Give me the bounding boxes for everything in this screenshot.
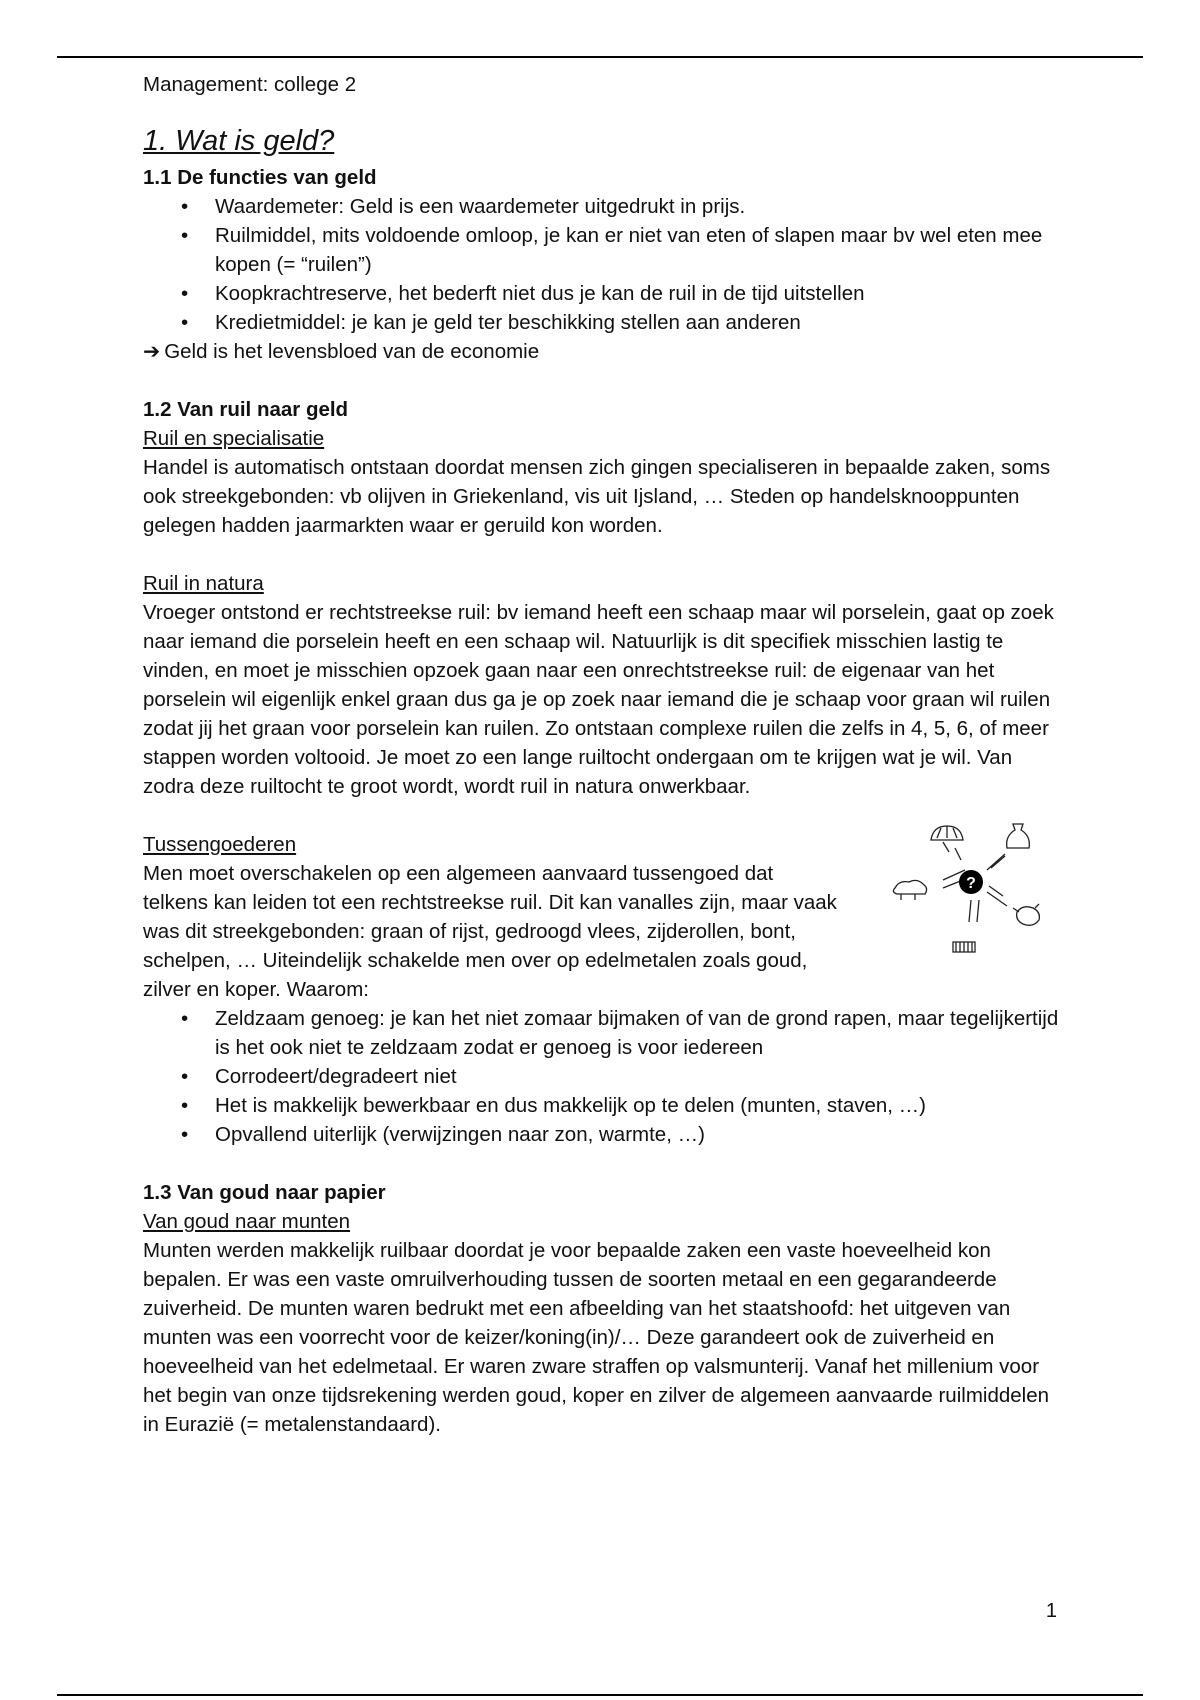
page-header: Management: college 2 (143, 73, 357, 96)
conclusion-line (143, 337, 1063, 366)
heading-1-2: 1.2 Van ruil naar geld (143, 398, 349, 421)
vase-icon (1007, 824, 1030, 848)
heading-1-1: 1.1 De functies van geld (143, 166, 377, 189)
page-title: 1. Wat is geld? (143, 125, 335, 157)
pig-icon (1013, 904, 1039, 925)
functions-list (143, 192, 1063, 337)
paragraph-ruil-natura: Vroeger ontstond er rechtstreekse ruil: bv iemand heeft een schaap maar wil porselein, gaat op zoek naar iemand die porselein heeft en een schaap wil. Natuurlijk is dit specifiek misschien lastig te vinden, en moet je misschien opzoek gaan naar een onrechtstreekse ruil: de eigenaar van het porselein wil eigenlijk enkel graan dus ga je op zoek naar iemand die je schaap voor graan wil ruilen zodat jij het graan voor porselein kan ruilen. Zo ontstaan complexe ruilen die zelfs in 4, 5, 6, of meer stappen worden voltooid. Je moet zo een lange ruiltocht ondergaan om te krijgen wat je wil. Van zodra deze ruiltocht te groot wordt, wordt ruil in natura onwerkbaar. (143, 601, 1054, 798)
list-item: • Ruilmiddel, mits voldoende omloop, je kan er niet van eten of slapen maar bv wel eten mee kopen (= “ruilen”) (143, 221, 1063, 279)
list-item: • Zeldzaam genoeg: je kan het niet zomaar bijmaken of van de grond rapen, maar tegelijkertijd is het ook niet te zeldzaam zodat er genoeg is voor iedereen (143, 1004, 1063, 1062)
top-rule (57, 56, 1143, 58)
question-mark: ? (966, 875, 976, 892)
exchange-diagram (885, 804, 1055, 964)
list-item: • Koopkrachtreserve, het bederft niet dus je kan de ruil in de tijd uitstellen (143, 279, 1063, 308)
heading-1-3: 1.3 Van goud naar papier (143, 1181, 386, 1204)
paragraph-goud-munten: Munten werden makkelijk ruilbaar doordat je voor bepaalde zaken een vaste hoeveelheid kon bepalen. Er was een vaste omruilverhouding tussen de soorten metaal en een gegarandeerde zuiverheid. De munten waren bedrukt met een afbeelding van het staatshoofd: het uitgeven van munten was een voorrecht voor de keizer/koning(in)/… Deze garandeert ook de zuiverheid en hoeveelheid van het edelmetaal. Er waren zware straffen op valsmunterij. Vanaf het millenium voor het begin van onze tijdsrekening werden goud, koper en zilver de algemeen aanvaarde ruilmiddelen in Eurazië (= metalenstandaard). (143, 1239, 1050, 1436)
list-item: • Het is makkelijk bewerkbaar en dus makkelijk op te delen (munten, staven, …) (143, 1091, 1063, 1120)
paragraph-ruil-specialisatie: Handel is automatisch ontstaan doordat mensen zich gingen specialiseren in bepaalde zaken, soms ook streekgebonden: vb olijven in Griekenland, vis uit Ijsland, … Steden op handelsknooppunten gelegen hadden jaarmarkten waar er geruild kon worden. (143, 456, 1051, 537)
sheep-icon (893, 880, 926, 900)
subheading-tussengoederen: Tussengoederen (143, 833, 297, 856)
list-item: • Corrodeert/degradeert niet (143, 1062, 1063, 1091)
bottom-rule (57, 1694, 1143, 1696)
grain-icon (953, 942, 975, 952)
tussengoederen-block (143, 830, 1063, 1004)
subheading-ruil-natura: Ruil in natura (143, 572, 264, 595)
list-item: • Kredietmiddel: je kan je geld ter beschikking stellen aan anderen (143, 308, 1063, 337)
page-content (143, 70, 1063, 1439)
page-number: 1 (1045, 1600, 1057, 1622)
arrow-right-icon: ➔ (143, 340, 161, 363)
subheading-ruil-specialisatie: Ruil en specialisatie (143, 427, 325, 450)
list-item: • Waardemeter: Geld is een waardemeter uitgedrukt in prijs. (143, 192, 1063, 221)
paragraph-tussengoederen: Men moet overschakelen op een algemeen aanvaard tussengoed dat telkens kan leiden tot een rechtstreekse ruil. Dit kan vanalles zijn, maar vaak was dit streekgebonden: graan of rijst, gedroogd vlees, zijderollen, bont, schelpen, … Uiteindelijk schakelde men over op edelmetalen zoals goud, zilver en koper. Waarom: (143, 862, 837, 1001)
subheading-goud-munten: Van goud naar munten (143, 1210, 351, 1233)
list-item: • Opvallend uiterlijk (verwijzingen naar zon, warmte, …) (143, 1120, 1063, 1149)
metal-reasons-list (143, 1004, 1063, 1149)
conclusion-text: Geld is het levensbloed van de economie (164, 340, 540, 363)
